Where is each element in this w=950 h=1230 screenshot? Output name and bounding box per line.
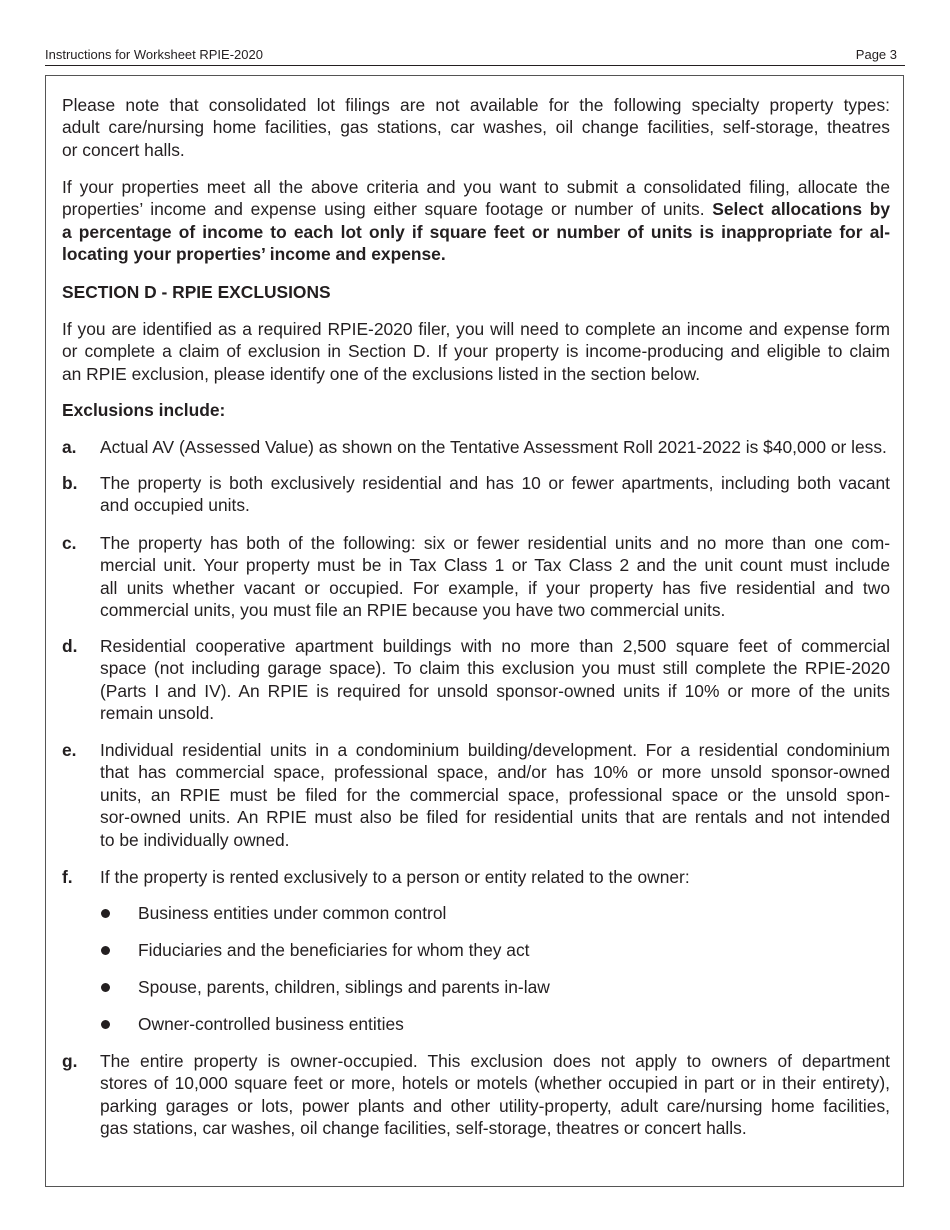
bullet-icon [101, 1020, 110, 1029]
text-line: If your properties meet all the above criteria and you want to submit a consolidated filing, allocate the [62, 177, 890, 197]
text-line: If you are identified as a required RPIE-2020 filer, you will need to complete an income and expense form [62, 319, 890, 339]
text-line: all units whether vacant or occupied. For example, if your property has five residential and two [100, 577, 890, 598]
text-line: Please note that consolidated lot filings are not available for the following specialty property types: [62, 95, 890, 115]
text-line: gas stations, car washes, oil change facilities, self-storage, theatres or concert halls. [100, 1118, 747, 1139]
list-label: g. [62, 1051, 78, 1071]
section-heading: SECTION D - RPIE EXCLUSIONS [62, 282, 331, 302]
text-line: Business entities under common control [138, 903, 447, 923]
section-heading: Exclusions include: [62, 400, 226, 420]
text-line: space (not including garage space). To claim this exclusion you must still complete the RPIE-2020 [100, 658, 890, 679]
text-run: locating your properties’ income and expense. [62, 244, 446, 265]
text-line: If the property is rented exclusively to a person or entity related to the owner: [100, 867, 690, 887]
bullet-icon [101, 983, 110, 992]
document-title: Instructions for Worksheet RPIE-2020 [45, 47, 263, 62]
text-line: an RPIE exclusion, please identify one of the exclusions listed in the section below. [62, 363, 701, 384]
text-line: and occupied units. [100, 495, 250, 516]
text-line: Fiduciaries and the beneficiaries for whom they act [138, 940, 530, 960]
list-label: b. [62, 473, 78, 493]
text-line [62, 198, 890, 220]
list-label: f. [62, 867, 73, 887]
text-line: to be individually owned. [100, 829, 290, 850]
list-label: e. [62, 740, 77, 760]
text-line [62, 221, 890, 243]
bullet-icon [101, 909, 110, 918]
text-line: Individual residential units in a condominium building/development. For a residential condominium [100, 740, 890, 760]
text-run: a percentage of income to each lot only if square feet or number of units is inappropriate for al- [62, 221, 890, 242]
list-label: c. [62, 533, 77, 553]
text-line: commercial units, you must file an RPIE because you have two commercial units. [100, 600, 726, 621]
list-label: a. [62, 437, 77, 457]
text-line: parking garages or lots, power plants and other utility-property, adult care/nursing home facilities, [100, 1095, 890, 1116]
text-line: that has commercial space, professional space, and/or has 10% or more unsold sponsor-owned [100, 762, 890, 783]
text-line: Owner-controlled business entities [138, 1014, 404, 1034]
text-line: units, an RPIE must be filed for the commercial space, professional space or the unsold spon- [100, 784, 890, 805]
text-line: The property is both exclusively residential and has 10 or fewer apartments, including both vacant [100, 473, 890, 493]
list-label: d. [62, 636, 78, 656]
text-line: sor-owned units. An RPIE must also be filed for residential units that are rentals and not intended [100, 807, 890, 828]
text-line [62, 243, 446, 265]
text-line: Actual AV (Assessed Value) as shown on the Tentative Assessment Roll 2021-2022 is $40,000 or less. [100, 437, 887, 457]
text-line: or concert halls. [62, 139, 185, 160]
page-number: Page 3 [855, 47, 897, 62]
text-line: Residential cooperative apartment buildings with no more than 2,500 square feet of commercial [100, 636, 890, 656]
text-line: or complete a claim of exclusion in Section D. If your property is income-producing and eligible to claim [62, 341, 890, 362]
bullet-icon [101, 946, 110, 955]
text-run: Select allocations by [712, 199, 890, 220]
page-header [45, 47, 905, 66]
text-line: The entire property is owner-occupied. This exclusion does not apply to owners of department [100, 1051, 890, 1071]
text-run: properties’ income and expense using either square footage or number of units. [62, 199, 713, 220]
text-line: The property has both of the following: six or fewer residential units and no more than one com- [100, 533, 890, 553]
text-line: mercial unit. Your property must be in Tax Class 1 or Tax Class 2 and the unit count must include [100, 555, 890, 576]
text-line: Spouse, parents, children, siblings and parents in-law [138, 977, 550, 997]
text-line: remain unsold. [100, 703, 215, 724]
text-line: adult care/nursing home facilities, gas stations, car washes, oil change facilities, self-storage, theatres [62, 117, 890, 138]
text-line: (Parts I and IV). An RPIE is required for unsold sponsor-owned units if 10% or more of the units [100, 680, 890, 701]
text-line: stores of 10,000 square feet or more, hotels or motels (whether occupied in part or in their entirety), [100, 1073, 890, 1094]
